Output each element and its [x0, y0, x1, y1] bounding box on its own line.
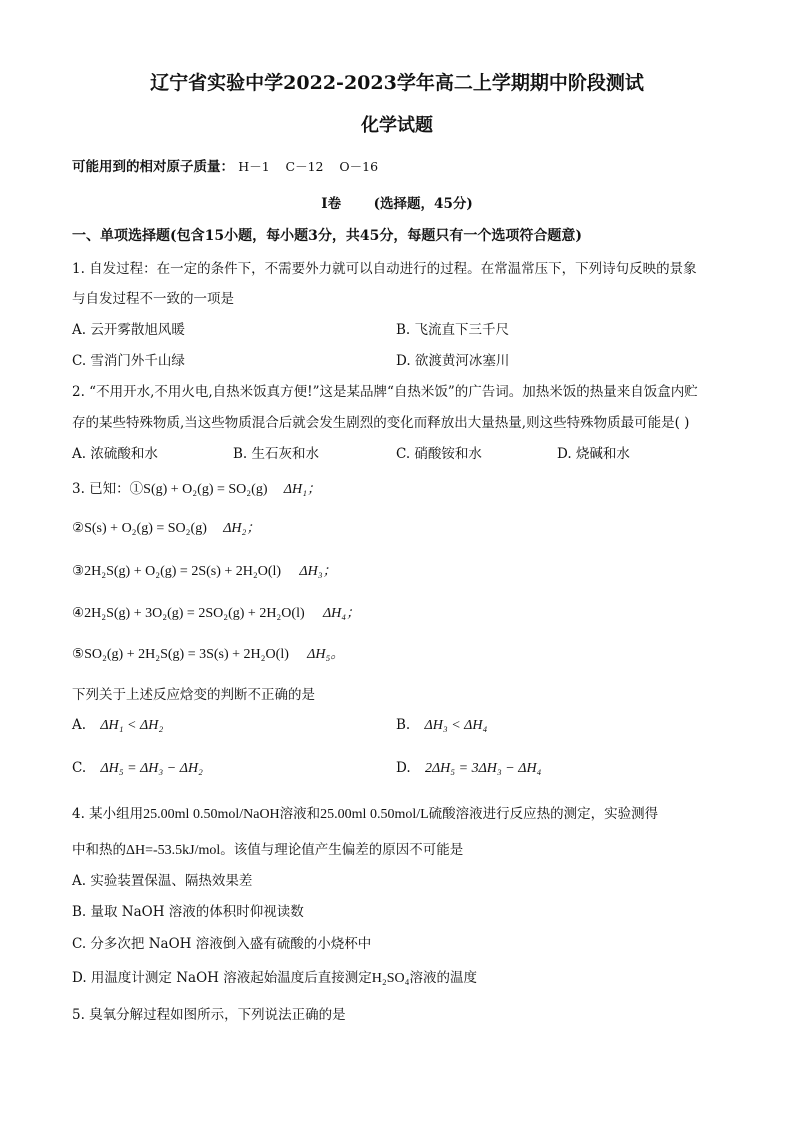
q3-option-b-label: B. — [396, 717, 411, 733]
q4-stem-1b: 25.00ml 0.50mol/NaOH — [143, 807, 280, 822]
q3-equation-3: 2H₂S(g) + O₂(g) = 2S(s) + 2H₂O(l) — [84, 564, 282, 579]
q3-eq4-enthalpy: ΔH₄； — [322, 606, 361, 621]
q4-option-d-b: H₂SO₄ — [371, 971, 410, 986]
q4-option-b: B. 量取 NaOH 溶液的体积时仰视读数 — [72, 904, 304, 920]
q4-stem-line1 — [72, 802, 658, 823]
q3-option-d — [396, 760, 541, 777]
q3-eq4-number: ④ — [72, 605, 85, 621]
q3-equation-4: 2H₂S(g) + 3O₂(g) = 2SO₂(g) + 2H₂O(l) — [84, 606, 305, 621]
q3-intro: 3. 已知： — [72, 481, 130, 497]
atomic-mass-line — [72, 155, 378, 175]
q1-stem-line1: 1. 自发过程：在一定的条件下，不需要外力就可以自动进行的过程。在常温常压下，下列诗句反映的景象 — [72, 261, 697, 277]
q3-eq3-number: ③ — [72, 563, 85, 579]
q4-stem-line2 — [72, 838, 463, 859]
q4-stem-2c: 。该值与理论值产生偏差的原因不可能是 — [220, 842, 464, 858]
q1-option-b: B. 飞流直下三千尺 — [396, 322, 510, 338]
q4-option-d-c: 溶液的温度 — [409, 970, 477, 986]
q3-eq1-line — [72, 477, 321, 498]
q3-eq1-enthalpy: ΔH₁； — [283, 482, 321, 497]
q3-equation-5: SO₂(g) + 2H₂S(g) = 3S(s) + 2H₂O(l) — [84, 647, 289, 662]
q2-option-c: C. 硝酸铵和水 — [396, 446, 482, 462]
q3-option-c — [72, 760, 203, 777]
q3-eq2-line — [72, 517, 260, 537]
q3-equation-2: S(s) + O₂(g) = SO₂(g) — [84, 521, 207, 536]
q4-stem-2b: ΔH=-53.5kJ/mol — [126, 843, 221, 858]
q3-eq3-line — [72, 560, 337, 580]
q2-option-a: A. 浓硫酸和水 — [72, 446, 158, 462]
q1-option-a: A. 云开雾散旭风暖 — [72, 322, 185, 338]
q3-eq3-enthalpy: ΔH₃； — [299, 564, 337, 579]
exam-subtitle: 化学试题 — [361, 115, 433, 136]
q3-option-b — [396, 717, 487, 734]
q3-option-b-text: ΔH₃ < ΔH₄ — [424, 718, 488, 733]
q3-option-a-text: ΔH₁ < ΔH₂ — [100, 718, 164, 733]
q3-eq5-number: ⑤ — [72, 646, 85, 662]
q3-option-a — [72, 717, 163, 734]
section-title: I卷 — [321, 196, 342, 212]
q4-option-a: A. 实验装置保温、隔热效果差 — [72, 873, 253, 889]
q1-option-c: C. 雪消门外千山绿 — [72, 353, 185, 369]
q3-equation-1: S(g) + O₂(g) = SO₂(g) — [143, 482, 268, 497]
q3-eq5-enthalpy: ΔH₅。 — [307, 647, 345, 662]
q4-stem-2a: 中和热的 — [72, 842, 126, 858]
q3-option-d-text: 2ΔH₅ = 3ΔH₃ − ΔH₄ — [424, 761, 542, 776]
atomic-mass-values: H－1 C－12 O－16 — [238, 159, 379, 174]
exam-title: 辽宁省实验中学2022-2023学年高二上学期期中阶段测试 — [150, 72, 644, 94]
q4-option-d — [72, 966, 477, 987]
q3-eq2-enthalpy: ΔH₂； — [223, 521, 261, 536]
q3-option-c-label: C. — [72, 760, 87, 776]
q4-stem-1e: 硫酸溶液进行反应热的测定，实验测得 — [428, 806, 659, 822]
part-title: 一、单项选择题(包含15小题，每小题3分，共45分，每题只有一个选项符合题意) — [72, 228, 582, 244]
q3-eq4-line — [72, 602, 360, 622]
q2-stem-line2: 存的某些特殊物质,当这些物质混合后就会发生剧烈的变化而释放出大量热量,则这些特殊物质最可能是( ) — [72, 415, 690, 431]
q2-option-d: D. 烧碱和水 — [557, 446, 630, 462]
q5-stem: 5. 臭氧分解过程如图所示，下列说法正确的是 — [72, 1007, 346, 1023]
q3-option-d-label: D. — [396, 760, 411, 776]
q2-option-b: B. 生石灰和水 — [233, 446, 320, 462]
q4-option-c: C. 分多次把 NaOH 溶液倒入盛有硫酸的小烧杯中 — [72, 936, 372, 952]
q4-option-d-a: D. 用温度计测定 NaOH 溶液起始温度后直接测定 — [72, 970, 372, 986]
section-note: (选择题，45分) — [373, 196, 473, 212]
q3-eq2-number: ② — [72, 520, 85, 536]
q3-option-a-label: A. — [72, 717, 87, 733]
q3-option-c-text: ΔH₅ = ΔH₃ − ΔH₂ — [100, 761, 203, 776]
atomic-mass-label: 可能用到的相对原子质量： — [72, 159, 234, 175]
q1-stem-line2: 与自发过程不一致的一项是 — [72, 291, 234, 307]
section-heading — [0, 192, 794, 212]
q1-option-d: D. 欲渡黄河冰塞川 — [396, 353, 510, 369]
q3-eq5-line — [72, 643, 344, 663]
q2-stem-line1: 2. “不用开水,不用火电,自热米饭真方便!”这是某品牌“自热米饭”的广告词。加热米饭的热量来自饭盒内贮 — [72, 384, 698, 400]
q4-stem-1d: 25.00ml 0.50mol/L — [320, 807, 429, 822]
q3-eq1-number: ① — [129, 481, 144, 497]
q4-stem-1c: 溶液和 — [279, 806, 321, 822]
q3-question: 下列关于上述反应焓变的判断不正确的是 — [72, 687, 315, 703]
q4-stem-1a: 4. 某小组用 — [72, 806, 144, 822]
